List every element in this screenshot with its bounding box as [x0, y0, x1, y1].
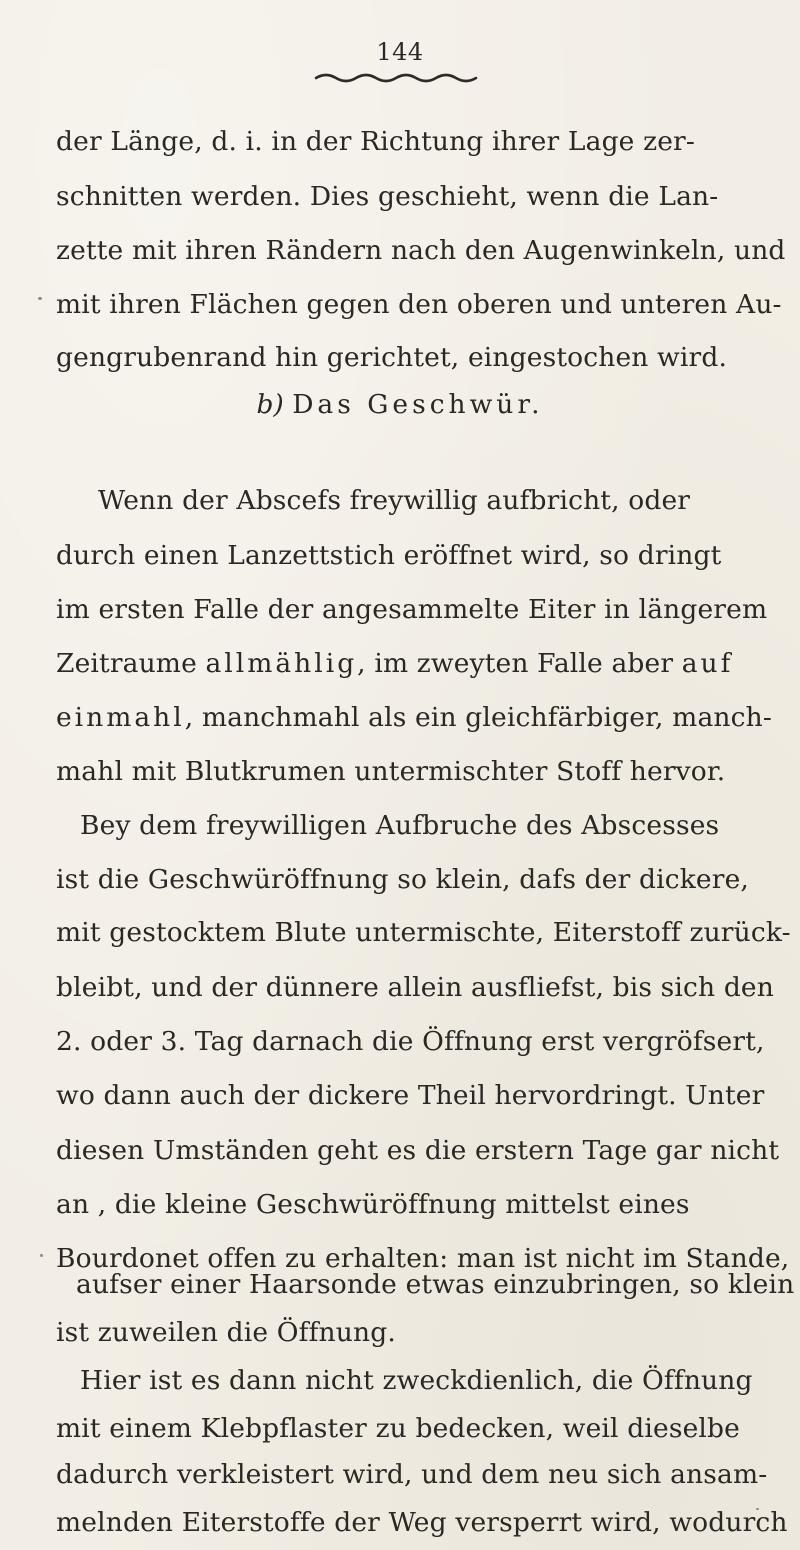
text-line-23: Hier ist es dann nicht zweckdienlich, die Öffnung	[80, 1365, 753, 1396]
text-line-18: diesen Umständen geht es die erstern Tage gar nicht	[56, 1135, 780, 1166]
paper-speck	[40, 1254, 43, 1257]
text-line-12: Bey dem freywilligen Aufbruche des Abscesses	[80, 810, 720, 841]
text-line-21: aufser einer Haarsonde etwas einzubringen, so klein	[76, 1269, 795, 1300]
text-line-17: wo dann auch der dickere Theil hervordringt. Unter	[56, 1080, 765, 1111]
text-line-11: mahl mit Blutkrumen untermischter Stoff hervor.	[56, 756, 726, 787]
section-label: b)	[256, 389, 284, 420]
text-line-7: durch einen Lanzettstich eröffnet wird, so dringt	[56, 540, 722, 571]
text-line-8: im ersten Falle der angesammelte Eiter in längerem	[56, 594, 768, 625]
section-title: Das Geschwür.	[292, 389, 544, 420]
text-line-16: 2. oder 3. Tag darnach die Öffnung erst vergröfsert,	[56, 1026, 765, 1057]
ornament-rule	[310, 68, 490, 88]
text-line-19: an , die kleine Geschwüröffnung mittelst eines	[56, 1189, 690, 1220]
text-line-2: schnitten werden. Dies geschieht, wenn die Lan-	[56, 181, 719, 212]
text-line-3: zette mit ihren Rändern nach den Augenwinkeln, und	[56, 235, 786, 266]
text-line-25: dadurch verkleistert wird, und dem neu sich ansam-	[56, 1459, 768, 1490]
text-line-14: mit gestocktem Blute untermischte, Eiterstoff zurück-	[56, 917, 791, 948]
spaced-word-auf: auf	[681, 648, 734, 679]
paper-speck	[38, 297, 42, 300]
text-line-24: mit einem Klebpflaster zu bedecken, weil dieselbe	[56, 1413, 740, 1444]
text-line-5: gengrubenrand hin gerichtet, eingestochen wird.	[56, 342, 728, 373]
text-line-13: ist die Geschwüröffnung so klein, dafs der dickere,	[56, 864, 749, 895]
section-heading	[0, 390, 800, 420]
text-line-4: mit ihren Flächen gegen den oberen und unteren Au-	[56, 289, 782, 320]
text-line-6: Wenn der Abscefs freywillig aufbricht, oder	[98, 485, 691, 516]
text-line-15: bleibt, und der dünnere allein ausfliefst, bis sich den	[56, 972, 774, 1003]
text-line-22: ist zuweilen die Öffnung.	[56, 1317, 396, 1348]
text-line-9: Zeitraume allmählig, im zweyten Falle aber auf	[56, 648, 734, 679]
text-line-10: einmahl, manchmahl als ein gleichfärbiger, manch-	[56, 702, 772, 733]
spaced-word-allmaehlig: allmählig	[205, 648, 358, 679]
page-number: 144	[376, 38, 424, 66]
text-line-20: Bourdonet offen zu erhalten: man ist nicht im Stande,	[56, 1243, 790, 1274]
spaced-word-einmahl: einmahl	[56, 702, 185, 733]
text-line-1: der Länge, d. i. in der Richtung ihrer Lage zer-	[56, 126, 695, 157]
text-line-26: melnden Eiterstoffe der Weg versperrt wird, wodurch	[56, 1507, 788, 1538]
